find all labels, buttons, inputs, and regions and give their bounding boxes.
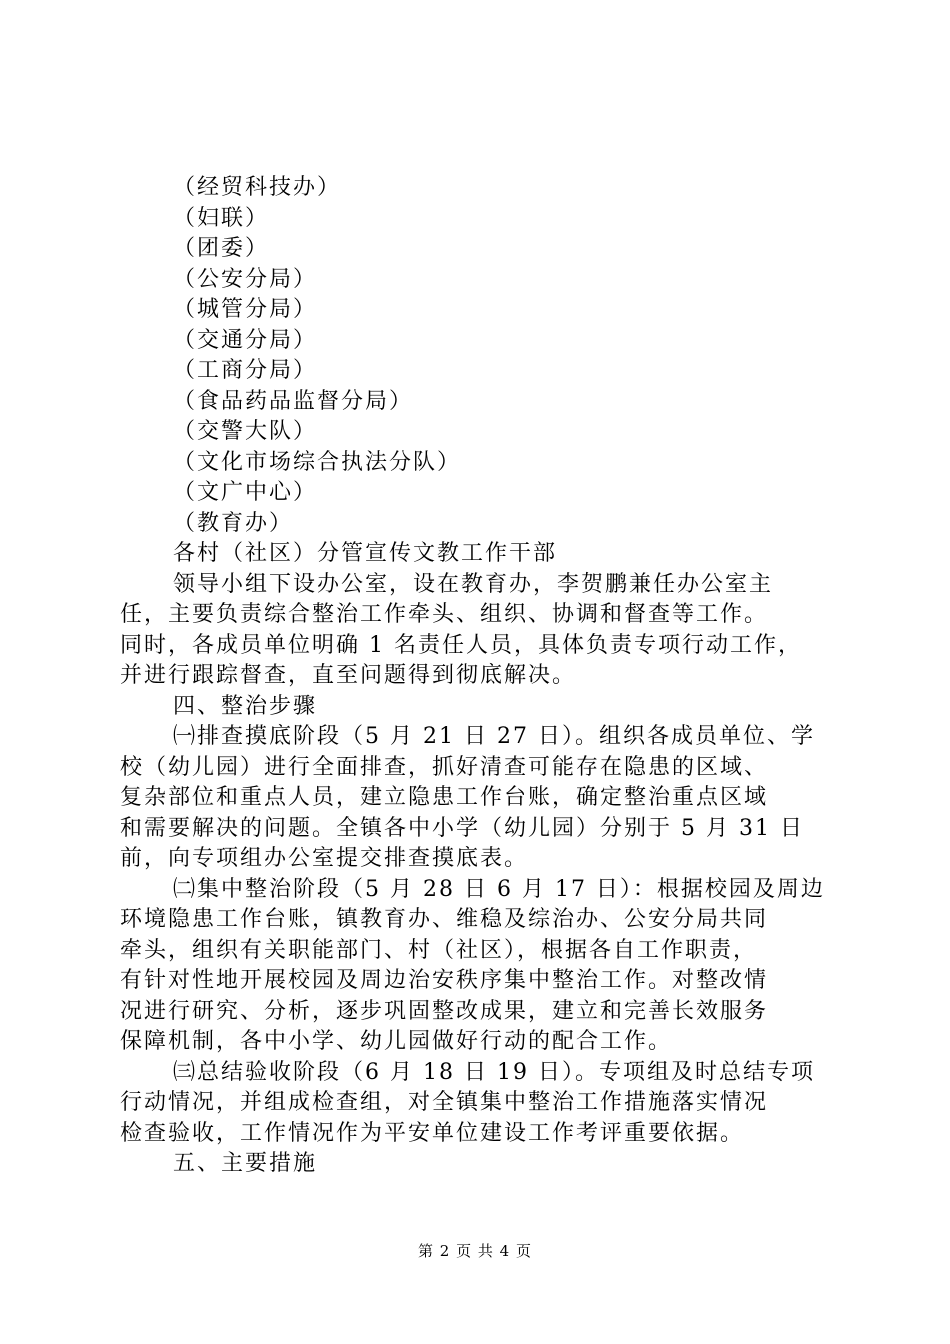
step3-paragraph: [120, 1058, 835, 1150]
paragraph-line: 前，向专项组办公室提交排查摸底表。: [120, 846, 529, 871]
step1-paragraph: [120, 722, 835, 875]
member-item: （经贸科技办）: [173, 175, 342, 200]
member-item: （教育办）: [173, 510, 294, 536]
paragraph-line: 并进行跟踪督查，直至问题得到彻底解决。: [120, 663, 577, 688]
page-footer: 第 2 页 共 4 页: [418, 1242, 532, 1260]
member-item: （交警大队）: [173, 419, 318, 444]
paragraph-line: 保障机制，各中小学、幼儿园做好行动的配合工作。: [120, 1029, 673, 1054]
paragraph-line: 有针对性地开展校园及周边治安秩序集中整治工作。对整改情: [120, 968, 769, 993]
member-item: （工商分局）: [173, 358, 318, 383]
paragraph-line: ㈡集中整治阶段（5 月 28 日 6 月 17 日）：根据校园及周边: [173, 876, 825, 902]
member-item: （城管分局）: [173, 297, 318, 322]
paragraph-line: 领导小组下设办公室，设在教育办，李贺鹏兼任办公室主: [173, 571, 774, 597]
paragraph-line: 同时，各成员单位明确 1 名责任人员，具体负责专项行动工作，: [120, 632, 802, 658]
paragraph-line: 复杂部位和重点人员，建立隐患工作台账，确定整治重点区域: [120, 785, 769, 810]
member-item: （团委）: [173, 236, 270, 261]
paragraph-line: ㈢总结验收阶段（6 月 18 日 19 日）。专项组及时总结专项: [173, 1059, 815, 1085]
paragraph-line: 检查验收，工作情况作为平安单位建设工作考评重要依据。: [120, 1120, 745, 1146]
member-item: （公安分局）: [173, 266, 318, 292]
office-paragraph: [120, 570, 835, 692]
member-item: （文广中心）: [173, 480, 318, 505]
document-body: [120, 173, 835, 1180]
paragraph-line: 环境隐患工作台账，镇教育办、维稳及综治办、公安分局共同: [120, 907, 769, 932]
member-item: （食品药品监督分局）: [173, 388, 414, 414]
paragraph-line: 和需要解决的问题。全镇各中小学（幼儿园）分别于 5 月 31 日: [120, 815, 804, 841]
paragraph-line: ㈠排查摸底阶段（5 月 21 日 27 日）。组织各成员单位、学: [173, 724, 815, 749]
member-item: （文化市场综合执法分队）: [173, 449, 462, 475]
paragraph-line: 牵头，组织有关职能部门、村（社区），根据各自工作职责，: [120, 937, 758, 963]
section-heading: 四、整治步骤: [173, 693, 318, 719]
step2-paragraph: [120, 875, 835, 1058]
member-item: （妇联）: [173, 205, 270, 231]
paragraph-line: 任，主要负责综合整治工作牵头、组织、协调和督查等工作。: [120, 602, 769, 627]
village-line: 各村（社区）分管宣传文教工作干部: [173, 541, 558, 566]
paragraph-line: 况进行研究、分析，逐步巩固整改成果，建立和完善长效服务: [120, 998, 769, 1024]
section-heading: 五、主要措施: [173, 1151, 318, 1176]
paragraph-line: 行动情况，并组成检查组，对全镇集中整治工作措施落实情况: [120, 1090, 769, 1115]
member-item: （交通分局）: [173, 327, 318, 353]
paragraph-line: 校（幼儿园）进行全面排查，抓好清查可能存在隐患的区域、: [120, 754, 769, 780]
